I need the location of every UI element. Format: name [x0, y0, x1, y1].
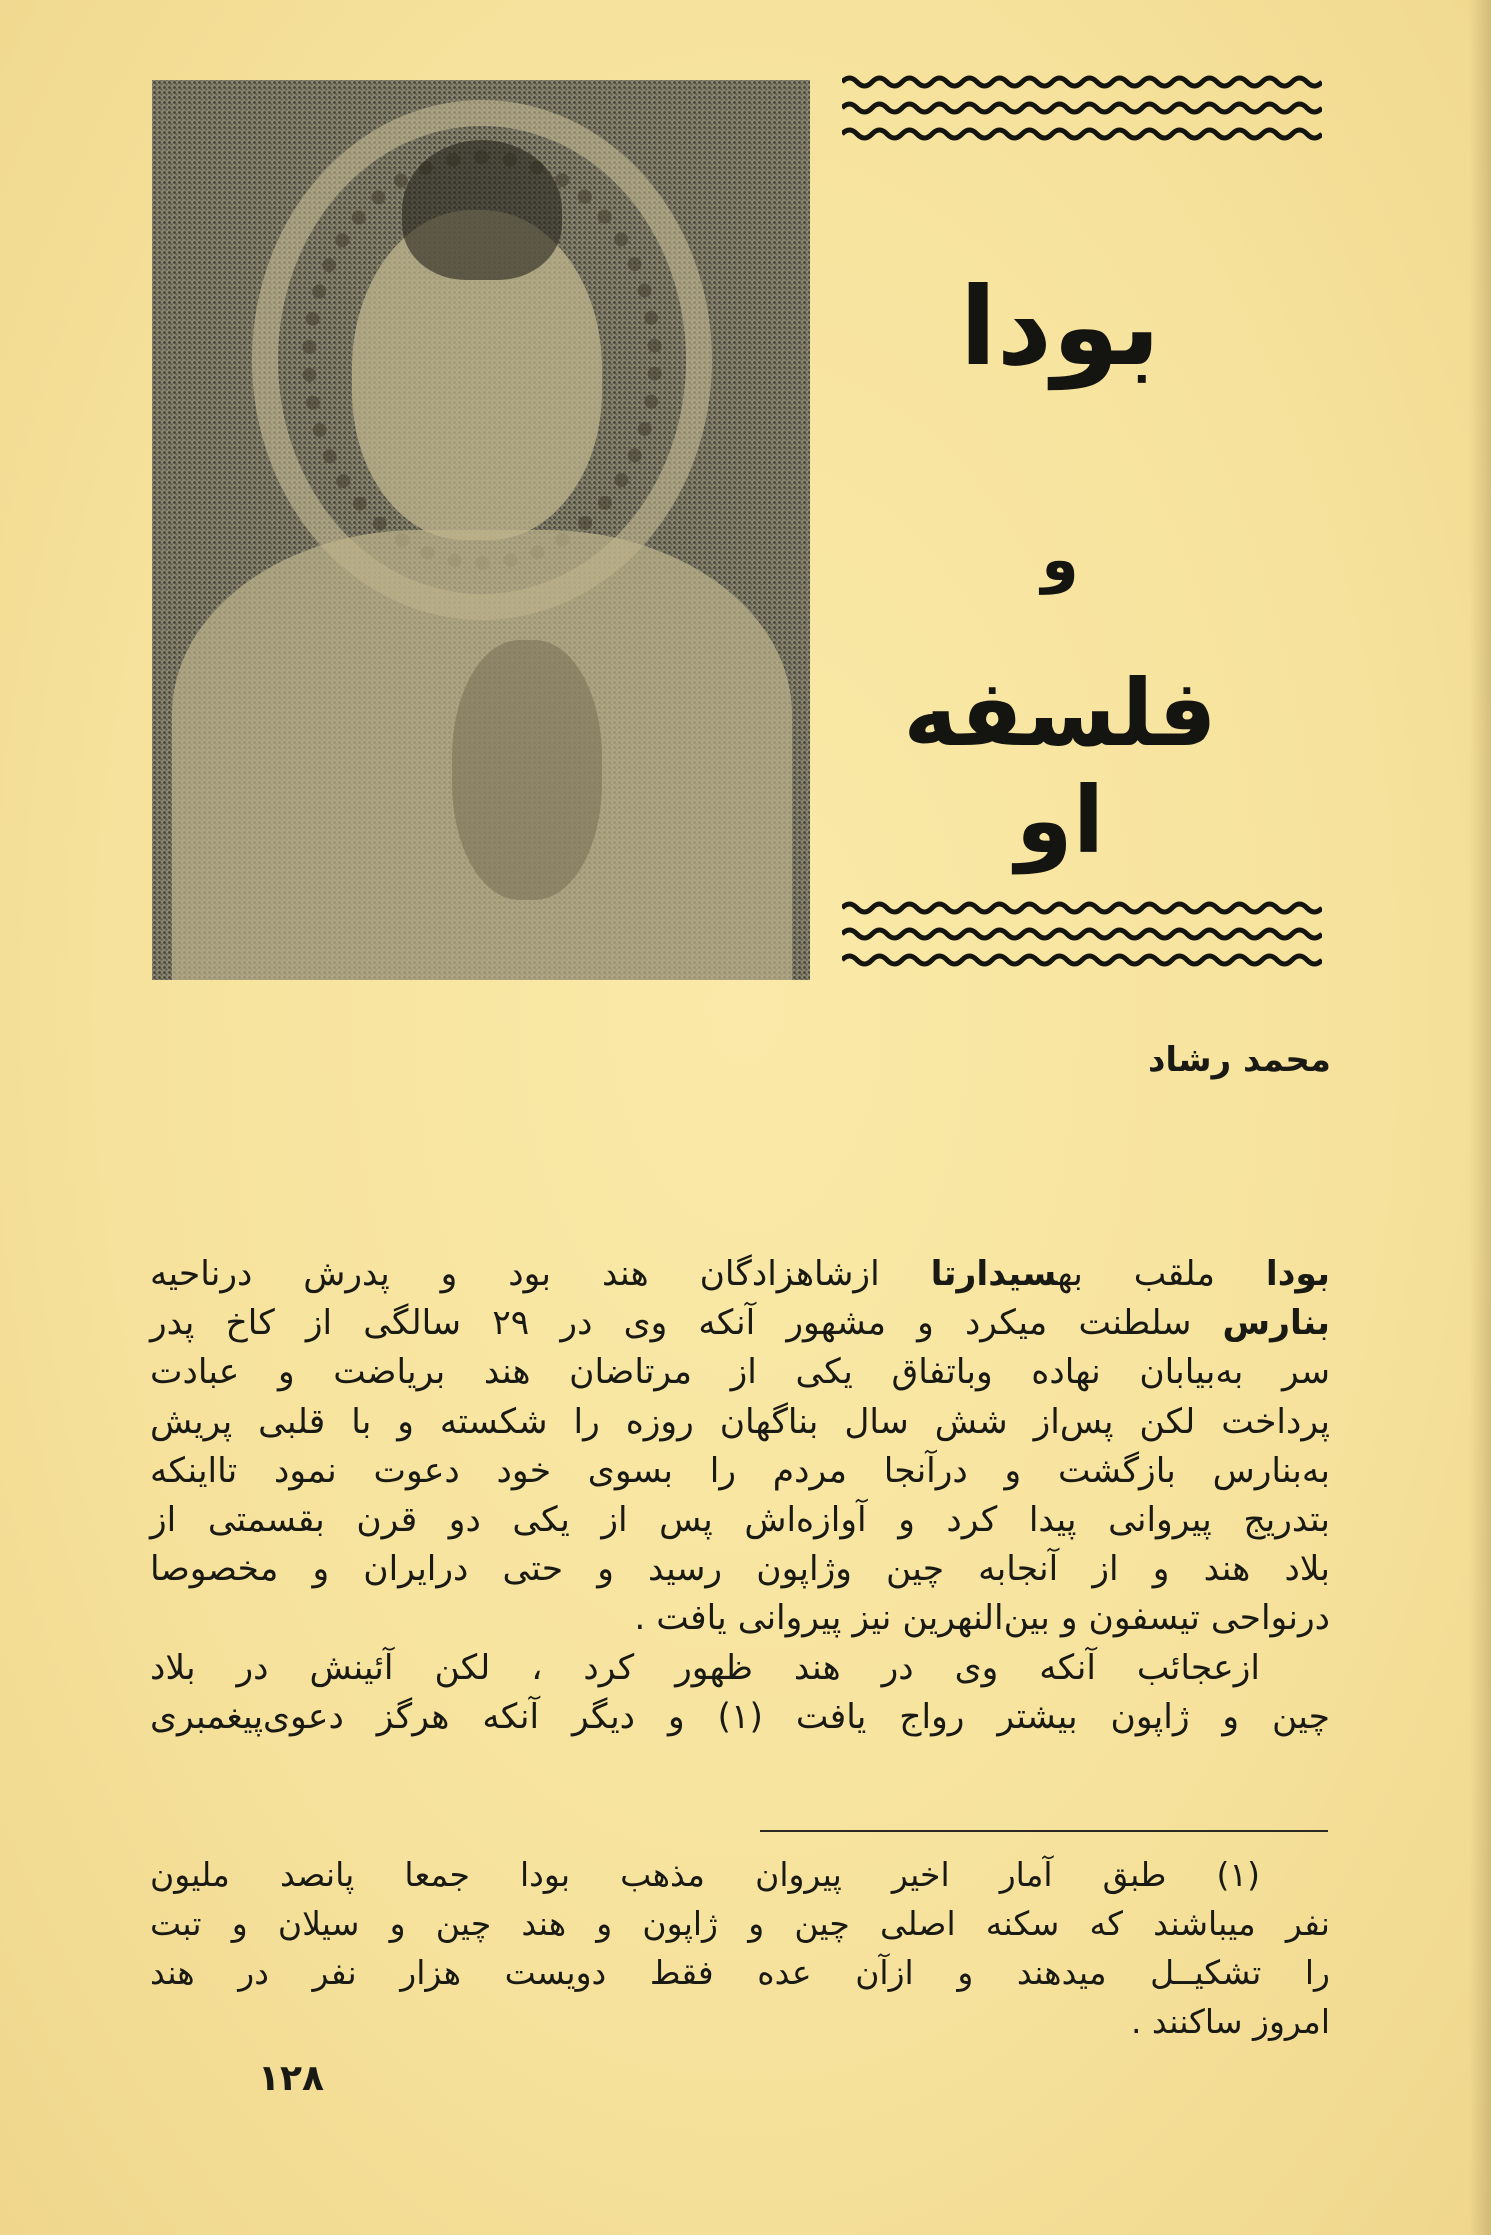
photo-topknot: [402, 140, 562, 280]
body-term-buddha: بودا: [1265, 1254, 1330, 1294]
body-line-3: سر به‌بیابان نهاده وباتفاق یکی از مرتاضان هند بریاضت و عبادت: [150, 1352, 1330, 1393]
article-title-part3: فلسفه او: [903, 660, 1217, 874]
footnote-line-2: نفر میباشند که سکنه اصلی چین و ژاپون و هند چین و سیلان و تبت: [150, 1904, 1330, 1943]
body-term-benares: بنارس: [1222, 1303, 1330, 1344]
article-title-part2: و: [1041, 525, 1079, 595]
footnote-line-4: امروز ساکنند .: [1130, 2002, 1330, 2041]
author-name: محمد رشاد: [1147, 1040, 1331, 1080]
body-line-4: پرداخت لکن پس‌از شش سال بناگهان روزه را شکسته و با قلبی پریش: [150, 1401, 1330, 1442]
body-line-8: درنواحی تیسفون و بین‌النهرین نیز پیروانی یافت .: [634, 1598, 1330, 1639]
footnote-line-1: (۱) طبق آمار اخیر پیروان مذهب بودا جمعا پانصد ملیون: [150, 1855, 1260, 1894]
wave-ornament-top-svg: [842, 72, 1322, 152]
wave-ornament-bottom: [842, 898, 1322, 978]
body-line-7: بلاد هند و از آنجابه چین وژاپون رسید و حتی درایران و مخصوصا: [150, 1549, 1330, 1590]
wave-ornament-bottom-svg: [842, 898, 1322, 978]
body-line-1-text-b: ازشاهزادگان هند بود و پدرش درناحیه: [150, 1254, 931, 1294]
body-line-1-text-a: ملقب به: [1057, 1254, 1266, 1294]
buddha-photo: [152, 80, 810, 980]
body-line-9: ازعجائب آنکه وی در هند ظهور کرد ، لکن آئینش در بلاد: [150, 1647, 1260, 1688]
body-line-1: [150, 1250, 1330, 1299]
body-line-6: بتدریج پیروانی پیدا کرد و آوازه‌اش پس از یکی دو قرن بقسمتی از: [150, 1500, 1330, 1541]
page-edge-shadow: [1469, 0, 1491, 2235]
body-line-2-text: سلطنت میکرد و مشهور آنکه وی در ۲۹ سالگی از کاخ پدر: [150, 1303, 1223, 1344]
footnote: [150, 1850, 1330, 2046]
body-term-siddhartha: سیدارتا: [930, 1254, 1058, 1294]
article-title-part1: بودا: [959, 265, 1161, 390]
body-line-5: به‌بنارس بازگشت و درآنجا مردم را بسوی خود دعوت نمود تااینکه: [150, 1450, 1330, 1491]
body-line-10: چین و ژاپون بیشتر رواج یافت (۱) و دیگر آنکه هرگز دعوی‌پیغمبری: [150, 1696, 1330, 1737]
body-line-2: [150, 1299, 1330, 1348]
article-body: [150, 1250, 1330, 1742]
footnote-line-3: را تشکیــل میدهند و ازآن عده فقط دویست هزار نفر در هند: [150, 1953, 1330, 1992]
wave-ornament-top: [842, 72, 1322, 152]
footnote-divider: [760, 1830, 1328, 1832]
photo-hands: [452, 640, 602, 900]
page-number: ۱۲۸: [258, 2058, 324, 2099]
